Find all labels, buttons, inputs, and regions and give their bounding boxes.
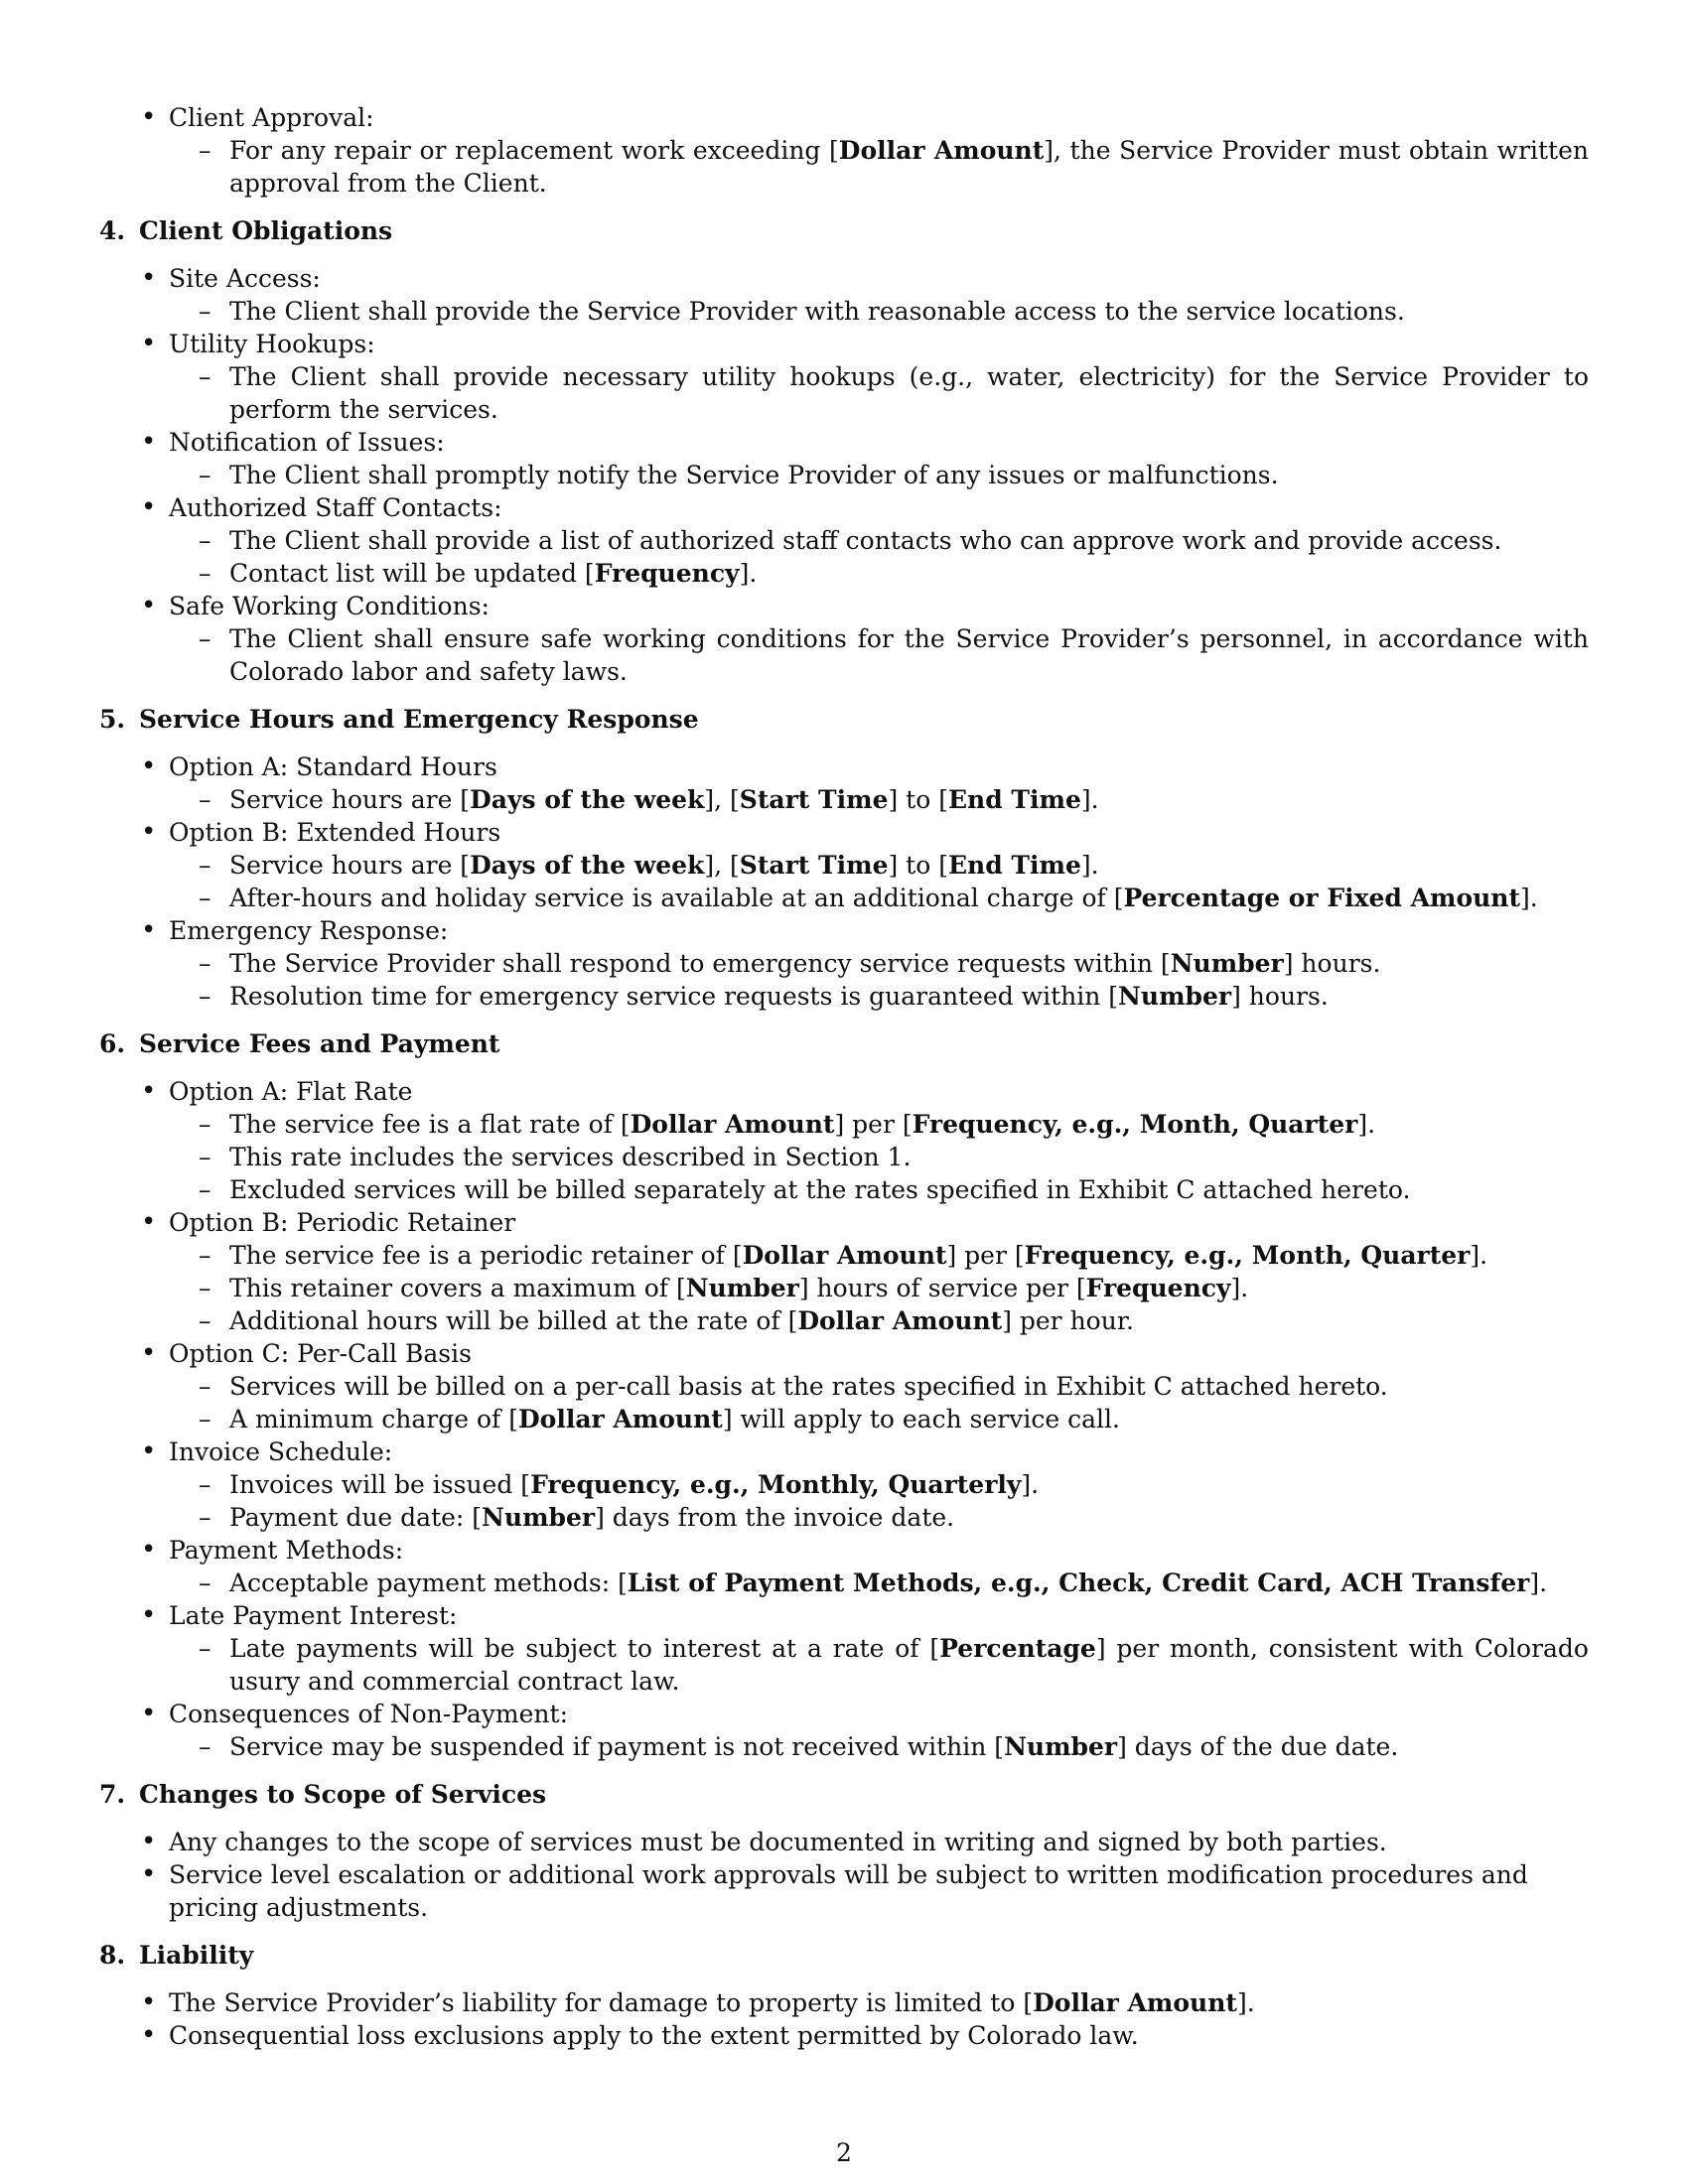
bullet-item	[99, 1986, 1589, 2019]
sub-list	[169, 1108, 1589, 1206]
bullet-list	[99, 1986, 1589, 2052]
dash-marker: –	[199, 297, 211, 326]
text-run: The service fee is a flat rate of [	[229, 1110, 631, 1139]
bullet-marker: •	[141, 1827, 157, 1856]
text-run: ] hours of service per [	[798, 1274, 1086, 1302]
bullet-marker: •	[141, 102, 157, 132]
sub-item	[169, 134, 1589, 200]
text-run: ] per [	[946, 1241, 1025, 1270]
bullet-marker: •	[141, 427, 157, 457]
bullet-item	[99, 1858, 1589, 1924]
sub-item	[169, 882, 1589, 914]
text-run: Contact list will be updated [	[229, 559, 595, 588]
sub-list	[169, 783, 1589, 816]
text-run: Payment Methods:	[169, 1536, 404, 1565]
bullet-item	[99, 751, 1589, 816]
bullet-item	[99, 1826, 1589, 1858]
sub-item-text	[229, 461, 1279, 489]
text-run: The Service Provider shall respond to emergency service requests within [	[229, 949, 1171, 978]
dash-marker: –	[199, 1274, 211, 1302]
section-title: Service Fees and Payment	[139, 1029, 500, 1058]
section-number: 8.	[99, 1941, 126, 1970]
bullet-label	[169, 1437, 392, 1466]
dash-marker: –	[199, 1306, 211, 1335]
placeholder-field: Days of the week	[470, 851, 705, 880]
sub-item-text	[229, 1569, 1547, 1597]
sub-list	[169, 1567, 1589, 1599]
sub-list	[169, 459, 1589, 491]
sub-item-text	[229, 362, 1589, 424]
text-run: Option C: Per-Call Basis	[169, 1339, 472, 1368]
text-run: ] per month, consistent with Colorado usury and commercial contract law.	[229, 1634, 1589, 1696]
sub-list	[169, 295, 1589, 328]
sub-item	[169, 849, 1589, 882]
sub-item-text	[229, 1143, 911, 1171]
bullet-item	[99, 491, 1589, 590]
bullet-label	[169, 916, 448, 945]
bullet-marker: •	[141, 329, 157, 358]
section-heading	[99, 214, 1589, 247]
placeholder-field: List of Payment Methods, e.g., Check, Credit Card, ACH Transfer	[627, 1569, 1530, 1597]
dash-marker: –	[199, 559, 211, 588]
text-run: The Client shall provide necessary utility hookups (e.g., water, electricity) for the Service Provider to perform the services.	[229, 362, 1589, 424]
text-run: ] hours.	[1231, 982, 1329, 1011]
sub-item	[169, 1272, 1589, 1304]
intro-continuation	[99, 101, 1589, 200]
placeholder-field: Days of the week	[470, 785, 705, 814]
bullet-marker: •	[141, 915, 157, 945]
bullet-list	[99, 1075, 1589, 1763]
text-run: ] will apply to each service call.	[722, 1405, 1120, 1433]
text-run: ].	[1080, 851, 1099, 880]
placeholder-field: Number	[1170, 949, 1284, 978]
placeholder-field: End Time	[947, 851, 1081, 880]
text-run: ], [	[704, 785, 740, 814]
dash-marker: –	[199, 1470, 211, 1499]
dash-marker: –	[199, 461, 211, 489]
dash-marker: –	[199, 136, 211, 165]
text-run: Resolution time for emergency service requests is guaranteed within [	[229, 982, 1119, 1011]
text-run: Payment due date: [	[229, 1503, 483, 1532]
dash-marker: –	[199, 1143, 211, 1171]
placeholder-field: Percentage or Fixed Amount	[1123, 884, 1521, 912]
placeholder-field: Dollar Amount	[838, 136, 1045, 165]
sub-item	[169, 295, 1589, 328]
sub-item-text	[229, 1503, 954, 1532]
bullet-list	[99, 262, 1589, 688]
text-run: The Client shall provide a list of authorized staff contacts who can approve work and provide access.	[229, 526, 1502, 555]
bullet-label	[169, 592, 490, 620]
section-heading	[99, 703, 1589, 736]
sub-item-text	[229, 1175, 1410, 1204]
sub-item	[169, 1239, 1589, 1272]
dash-marker: –	[199, 526, 211, 555]
sub-item	[169, 1141, 1589, 1173]
sub-item-text	[229, 1470, 1039, 1499]
dash-marker: –	[199, 1569, 211, 1597]
dash-marker: –	[199, 1634, 211, 1663]
placeholder-field: Dollar Amount	[797, 1306, 1003, 1335]
sub-item-text	[229, 1405, 1120, 1433]
placeholder-field: Number	[482, 1503, 596, 1532]
placeholder-field: Dollar Amount	[1033, 1988, 1237, 2017]
sub-item	[169, 1501, 1589, 1534]
text-run: Option A: Standard Hours	[169, 752, 497, 781]
sub-item	[169, 360, 1589, 426]
bullet-item	[99, 328, 1589, 426]
bullet-item	[99, 1337, 1589, 1435]
text-run: ] per hour.	[1002, 1306, 1134, 1335]
sub-list	[169, 849, 1589, 914]
section	[99, 1939, 1589, 2052]
dash-marker: –	[199, 851, 211, 880]
section-number: 4.	[99, 216, 126, 245]
bullet-marker: •	[141, 1987, 157, 2017]
dash-marker: –	[199, 949, 211, 978]
text-run: Invoices will be issued [	[229, 1470, 531, 1499]
sub-item	[169, 1403, 1589, 1435]
bullet-marker: •	[141, 1338, 157, 1368]
bullet-item	[99, 816, 1589, 914]
text-run: The Service Provider’s liability for damage to property is limited to [	[169, 1988, 1034, 2017]
bullet-marker: •	[141, 2020, 157, 2050]
bullet-label	[169, 1601, 457, 1630]
sub-item	[169, 1173, 1589, 1206]
dash-marker: –	[199, 1241, 211, 1270]
sub-item	[169, 1370, 1589, 1403]
bullet-label	[169, 330, 375, 358]
bullet-item	[99, 1599, 1589, 1698]
text-run: ].	[1529, 1569, 1548, 1597]
sub-item-text	[229, 949, 1380, 978]
text-run: Late payments will be subject to interest at a rate of [	[229, 1634, 940, 1663]
placeholder-field: Dollar Amount	[517, 1405, 723, 1433]
text-run: ] days from the invoice date.	[595, 1503, 955, 1532]
section	[99, 1027, 1589, 1763]
bullet-marker: •	[141, 1076, 157, 1106]
bullet-label	[169, 1536, 403, 1565]
section-heading	[99, 1027, 1589, 1060]
section	[99, 703, 1589, 1013]
bullet-label	[169, 103, 374, 132]
placeholder-field: Dollar Amount	[630, 1110, 835, 1139]
text-run: Utility Hookups:	[169, 330, 375, 358]
text-run: Late Payment Interest:	[169, 1601, 458, 1630]
text-run: The service fee is a periodic retainer of [	[229, 1241, 743, 1270]
text-run: A minimum charge of [	[229, 1405, 518, 1433]
text-run: The Client shall provide the Service Provider with reasonable access to the service locations.	[229, 297, 1405, 326]
sub-item	[169, 1468, 1589, 1501]
bullet-marker: •	[141, 1535, 157, 1565]
text-run: Notification of Issues:	[169, 428, 445, 457]
sub-item-text	[229, 297, 1405, 326]
bullet-item	[99, 101, 1589, 200]
page-number: 2	[836, 2138, 852, 2167]
sections-container	[99, 214, 1589, 2052]
text-run: ] days of the due date.	[1117, 1732, 1399, 1761]
bullet-label	[169, 428, 445, 457]
text-run: ].	[1357, 1110, 1376, 1139]
bullet-item	[99, 1698, 1589, 1763]
section	[99, 214, 1589, 688]
text-run: Consequential loss exclusions apply to the extent permitted by Colorado law.	[169, 2021, 1139, 2050]
bullet-item	[99, 914, 1589, 1013]
section-heading	[99, 1778, 1589, 1811]
sub-item	[169, 1567, 1589, 1599]
sub-list	[169, 524, 1589, 590]
bullet-item	[99, 1206, 1589, 1337]
bullet-marker: •	[141, 1859, 157, 1889]
bullet-item	[99, 2019, 1589, 2052]
sub-item	[169, 1730, 1589, 1763]
placeholder-field: Frequency, e.g., Month, Quarter	[1024, 1241, 1471, 1270]
bullet-list	[99, 1826, 1589, 1924]
placeholder-field: Frequency, e.g., Month, Quarter	[912, 1110, 1358, 1139]
text-run: Excluded services will be billed separately at the rates specified in Exhibit C attached hereto.	[229, 1175, 1411, 1204]
section	[99, 1778, 1589, 1924]
text-run: ].	[1230, 1274, 1249, 1302]
text-run: Consequences of Non-Payment:	[169, 1700, 569, 1728]
text-run: Service hours are [	[229, 851, 471, 880]
sub-item-text	[229, 785, 1099, 814]
bullet-marker: •	[141, 1436, 157, 1466]
text-run: ], the Service Provider must obtain written approval from the Client.	[229, 136, 1589, 198]
document-body	[99, 101, 1589, 2067]
text-run: Authorized Staff Contacts:	[169, 493, 502, 522]
placeholder-field: Start Time	[739, 785, 889, 814]
text-run: ].	[1021, 1470, 1040, 1499]
text-run: ].	[1236, 1988, 1255, 2017]
bullet-label	[169, 1208, 515, 1237]
sub-item-text	[229, 1241, 1487, 1270]
text-run: Safe Working Conditions:	[169, 592, 490, 620]
sub-item	[169, 1632, 1589, 1698]
dash-marker: –	[199, 362, 211, 391]
bullet-marker: •	[141, 1699, 157, 1728]
section-title: Changes to Scope of Services	[139, 1780, 547, 1809]
text-run: Service may be suspended if payment is not received within [	[229, 1732, 1005, 1761]
bullet-label	[169, 2021, 1139, 2050]
section-title: Liability	[139, 1941, 254, 1970]
text-run: ] hours.	[1283, 949, 1381, 978]
sub-item-text	[229, 851, 1099, 880]
text-run: The Client shall ensure safe working conditions for the Service Provider’s personnel, in accordance with Colorado labor and safety laws.	[229, 624, 1589, 686]
text-run: The Client shall promptly notify the Service Provider of any issues or malfunctions.	[229, 461, 1279, 489]
text-run: ].	[1520, 884, 1538, 912]
bullet-label	[169, 1339, 472, 1368]
dash-marker: –	[199, 884, 211, 912]
dash-marker: –	[199, 1372, 211, 1401]
bullet-marker: •	[141, 492, 157, 522]
section-title: Service Hours and Emergency Response	[139, 705, 699, 734]
sub-item	[169, 622, 1589, 688]
placeholder-field: Frequency, e.g., Monthly, Quarterly	[530, 1470, 1022, 1499]
bullet-label	[169, 264, 321, 293]
text-run: Any changes to the scope of services must be documented in writing and signed by both parties.	[169, 1828, 1387, 1856]
text-run: Option B: Periodic Retainer	[169, 1208, 516, 1237]
text-run: After-hours and holiday service is available at an additional charge of [	[229, 884, 1124, 912]
sub-item	[169, 459, 1589, 491]
dash-marker: –	[199, 785, 211, 814]
text-run: ].	[1080, 785, 1099, 814]
text-run: Option A: Flat Rate	[169, 1077, 413, 1106]
bullet-marker: •	[141, 591, 157, 620]
sub-list	[169, 360, 1589, 426]
text-run: ] to [	[888, 785, 948, 814]
bullet-label	[169, 1988, 1255, 2017]
sub-item-text	[229, 1306, 1134, 1335]
text-run: Service hours are [	[229, 785, 471, 814]
placeholder-field: Frequency	[594, 559, 740, 588]
bullet-marker: •	[141, 751, 157, 781]
placeholder-field: Dollar Amount	[742, 1241, 947, 1270]
text-run: This retainer covers a maximum of [	[229, 1274, 686, 1302]
bullet-marker: •	[141, 817, 157, 847]
text-run: Client Approval:	[169, 103, 374, 132]
text-run: ] to [	[888, 851, 948, 880]
dash-marker: –	[199, 1405, 211, 1433]
placeholder-field: Number	[1118, 982, 1232, 1011]
sub-item	[169, 1108, 1589, 1141]
sub-item-text	[229, 559, 757, 588]
bullet-label	[169, 1700, 568, 1728]
text-run: ] per [	[834, 1110, 913, 1139]
placeholder-field: Number	[685, 1274, 799, 1302]
sub-item	[169, 557, 1589, 590]
bullet-marker: •	[141, 1600, 157, 1630]
section-title: Client Obligations	[139, 216, 393, 245]
sub-item	[169, 980, 1589, 1013]
sub-item	[169, 947, 1589, 980]
section-number: 7.	[99, 1780, 126, 1809]
sub-item-text	[229, 884, 1538, 912]
sub-item-text	[229, 526, 1501, 555]
bullet-list	[99, 751, 1589, 1013]
bullet-list	[99, 101, 1589, 200]
sub-list	[169, 622, 1589, 688]
text-run: This rate includes the services described in Section 1.	[229, 1143, 912, 1171]
sub-item-text	[229, 1110, 1375, 1139]
text-run: Option B: Extended Hours	[169, 818, 501, 847]
text-run: Site Access:	[169, 264, 321, 293]
sub-list	[169, 1239, 1589, 1337]
dash-marker: –	[199, 1732, 211, 1761]
bullet-item	[99, 1075, 1589, 1206]
bullet-item	[99, 1435, 1589, 1534]
section-number: 6.	[99, 1029, 126, 1058]
sub-item-text	[229, 1372, 1388, 1401]
bullet-marker: •	[141, 263, 157, 293]
text-run: ].	[739, 559, 758, 588]
placeholder-field: Start Time	[739, 851, 889, 880]
dash-marker: –	[199, 1175, 211, 1204]
section-heading	[99, 1939, 1589, 1972]
bullet-item	[99, 262, 1589, 328]
dash-marker: –	[199, 624, 211, 653]
bullet-label	[169, 1077, 412, 1106]
bullet-label	[169, 493, 502, 522]
text-run: Emergency Response:	[169, 916, 449, 945]
text-run: Service level escalation or additional work approvals will be subject to written modification procedures and pricing adjustments.	[169, 1860, 1528, 1922]
sub-list	[169, 1632, 1589, 1698]
text-run: Invoice Schedule:	[169, 1437, 393, 1466]
dash-marker: –	[199, 982, 211, 1011]
text-run: Additional hours will be billed at the rate of [	[229, 1306, 798, 1335]
bullet-label	[169, 1828, 1387, 1856]
text-run: Acceptable payment methods: [	[229, 1569, 628, 1597]
text-run: For any repair or replacement work exceeding [	[229, 136, 839, 165]
placeholder-field: Number	[1004, 1732, 1118, 1761]
sub-item-text	[229, 1634, 1589, 1696]
sub-list	[169, 1730, 1589, 1763]
sub-item-text	[229, 624, 1589, 686]
text-run: ].	[1470, 1241, 1488, 1270]
text-run: Services will be billed on a per-call basis at the rates specified in Exhibit C attached hereto.	[229, 1372, 1388, 1401]
sub-item-text	[229, 982, 1329, 1011]
text-run: ], [	[704, 851, 740, 880]
sub-item-text	[229, 1274, 1248, 1302]
sub-item	[169, 783, 1589, 816]
dash-marker: –	[199, 1110, 211, 1139]
bullet-marker: •	[141, 1207, 157, 1237]
bullet-item	[99, 1534, 1589, 1599]
bullet-item	[99, 590, 1589, 688]
sub-item-text	[229, 1732, 1398, 1761]
sub-item	[169, 524, 1589, 557]
bullet-label	[169, 752, 497, 781]
placeholder-field: Frequency	[1085, 1274, 1231, 1302]
sub-list	[169, 947, 1589, 1013]
sub-list	[169, 1370, 1589, 1435]
placeholder-field: Percentage	[939, 1634, 1096, 1663]
sub-item	[169, 1304, 1589, 1337]
section-number: 5.	[99, 705, 126, 734]
bullet-label	[169, 1860, 1528, 1922]
sub-list	[169, 1468, 1589, 1534]
bullet-label	[169, 818, 500, 847]
bullet-item	[99, 426, 1589, 491]
sub-item-text	[229, 136, 1589, 198]
sub-list	[169, 134, 1589, 200]
dash-marker: –	[199, 1503, 211, 1532]
placeholder-field: End Time	[947, 785, 1081, 814]
